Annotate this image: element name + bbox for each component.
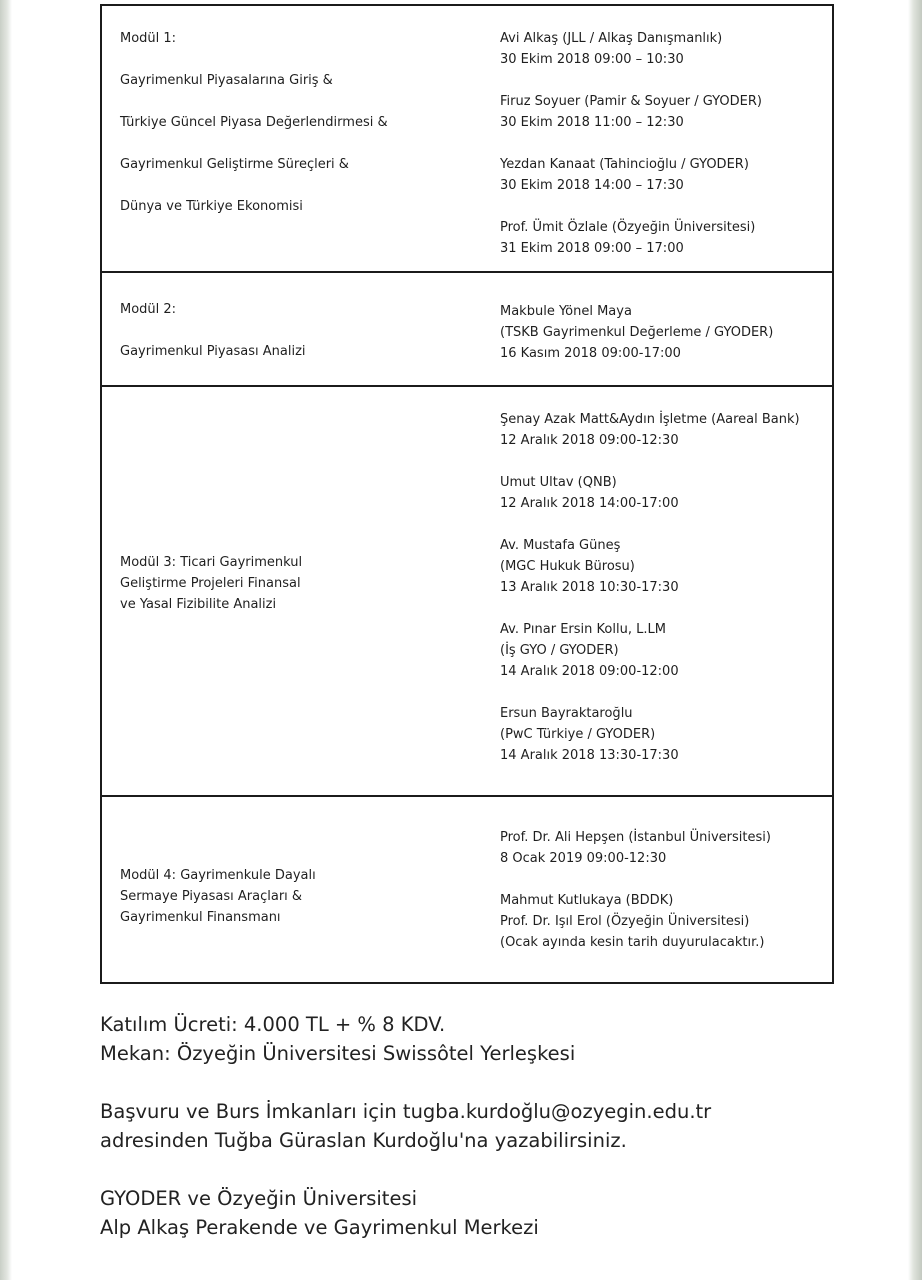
module-2-title-block (120, 299, 480, 383)
fee-venue-block (100, 1010, 860, 1068)
speaker-entry (500, 301, 830, 364)
module-3-title-line: Geliştirme Projeleri Finansal (120, 576, 301, 591)
session-date: 30 Ekim 2018 14:00 – 17:30 (500, 178, 684, 193)
speaker-entry (500, 890, 830, 953)
module-1-label: Modül 1: (120, 31, 177, 46)
module-row-2 (102, 271, 832, 385)
module-row-1 (102, 6, 832, 271)
page-edge-right (908, 0, 922, 1280)
module-row-3 (102, 385, 832, 795)
organizer-block (100, 1184, 860, 1242)
speaker-name: Şenay Azak Matt&Aydın İşletme (Aareal Bank) (500, 412, 800, 427)
module-3-title-line: Modül 3: Ticari Gayrimenkul (120, 555, 303, 570)
module-row-4 (102, 795, 832, 982)
speaker-affiliation: (PwC Türkiye / GYODER) (500, 727, 656, 742)
speaker-name: Prof. Dr. Işıl Erol (Özyeğin Üniversitesi) (500, 914, 750, 929)
session-date: 14 Aralık 2018 09:00-12:00 (500, 664, 679, 679)
speaker-name: Avi Alkaş (JLL / Alkaş Danışmanlık) (500, 31, 723, 46)
application-info-line-2: adresinden Tuğba Güraslan Kurdoğlu'na yazabilirsiniz. (100, 1129, 627, 1152)
module-4-title-line: Modül 4: Gayrimenkule Dayalı (120, 868, 316, 883)
speaker-entry (500, 827, 830, 869)
session-date: 16 Kasım 2018 09:00-17:00 (500, 346, 681, 361)
session-date: 14 Aralık 2018 13:30-17:30 (500, 748, 679, 763)
speaker-entry (500, 619, 830, 682)
module-1-speakers (500, 28, 830, 259)
module-1-topic-2: Türkiye Güncel Piyasa Değerlendirmesi & (120, 115, 388, 130)
speaker-entry (500, 703, 830, 766)
speaker-entry (500, 217, 830, 259)
session-date: 8 Ocak 2019 09:00-12:30 (500, 851, 667, 866)
module-4-title-block (120, 865, 480, 928)
speaker-name: Mahmut Kutlukaya (BDDK) (500, 893, 674, 908)
session-date: 30 Ekim 2018 11:00 – 12:30 (500, 115, 684, 130)
speaker-name: Av. Pınar Ersin Kollu, L.LM (500, 622, 666, 637)
speaker-entry (500, 154, 830, 196)
module-4-title-line: Sermaye Piyasası Araçları & (120, 889, 303, 904)
speaker-entry (500, 409, 830, 451)
module-1-title-block (120, 28, 480, 238)
module-1-topic-4: Dünya ve Türkiye Ekonomisi (120, 199, 303, 214)
speaker-name: Av. Mustafa Güneş (500, 538, 621, 553)
module-2-label: Modül 2: (120, 302, 177, 317)
speaker-name: Prof. Ümit Özlale (Özyeğin Üniversitesi) (500, 220, 756, 235)
speaker-entry (500, 91, 830, 133)
speaker-entry (500, 28, 830, 70)
session-date: 12 Aralık 2018 14:00-17:00 (500, 496, 679, 511)
module-4-speakers (500, 827, 830, 953)
session-date: 13 Aralık 2018 10:30-17:30 (500, 580, 679, 595)
speaker-entry (500, 472, 830, 514)
participation-fee: Katılım Ücreti: 4.000 TL + % 8 KDV. (100, 1013, 446, 1036)
application-info-line-1: Başvuru ve Burs İmkanları için tugba.kurdoğlu@ozyegin.edu.tr (100, 1100, 712, 1123)
speaker-name: Makbule Yönel Maya (500, 304, 632, 319)
venue: Mekan: Özyeğin Üniversitesi Swissôtel Yerleşkesi (100, 1042, 576, 1065)
speaker-name: Umut Ultav (QNB) (500, 475, 617, 490)
module-schedule-table (100, 4, 834, 984)
session-date-note: (Ocak ayında kesin tarih duyurulacaktır.) (500, 935, 765, 950)
session-date: 30 Ekim 2018 09:00 – 10:30 (500, 52, 684, 67)
speaker-name: Firuz Soyuer (Pamir & Soyuer / GYODER) (500, 94, 762, 109)
page-edge-left (0, 0, 12, 1280)
speaker-affiliation: (TSKB Gayrimenkul Değerleme / GYODER) (500, 325, 774, 340)
session-date: 12 Aralık 2018 09:00-12:30 (500, 433, 679, 448)
module-1-topic-3: Gayrimenkul Geliştirme Süreçleri & (120, 157, 349, 172)
module-3-title-line: ve Yasal Fizibilite Analizi (120, 597, 277, 612)
module-2-topic: Gayrimenkul Piyasası Analizi (120, 344, 306, 359)
speaker-name: Ersun Bayraktaroğlu (500, 706, 633, 721)
module-2-speakers (500, 301, 830, 364)
info-footer (100, 1010, 860, 1242)
speaker-name: Yezdan Kanaat (Tahincioğlu / GYODER) (500, 157, 749, 172)
speaker-name: Prof. Dr. Ali Hepşen (İstanbul Üniversitesi) (500, 830, 771, 845)
module-3-speakers (500, 409, 830, 766)
organizer-line-2: Alp Alkaş Perakende ve Gayrimenkul Merkezi (100, 1216, 539, 1239)
speaker-entry (500, 535, 830, 598)
module-1-topic-1: Gayrimenkul Piyasalarına Giriş & (120, 73, 333, 88)
speaker-affiliation: (İş GYO / GYODER) (500, 643, 619, 658)
organizer-line-1: GYODER ve Özyeğin Üniversitesi (100, 1187, 418, 1210)
module-3-title-block (120, 552, 480, 615)
speaker-affiliation: (MGC Hukuk Bürosu) (500, 559, 635, 574)
application-block (100, 1097, 860, 1155)
module-4-title-line: Gayrimenkul Finansmanı (120, 910, 281, 925)
session-date: 31 Ekim 2018 09:00 – 17:00 (500, 241, 684, 256)
